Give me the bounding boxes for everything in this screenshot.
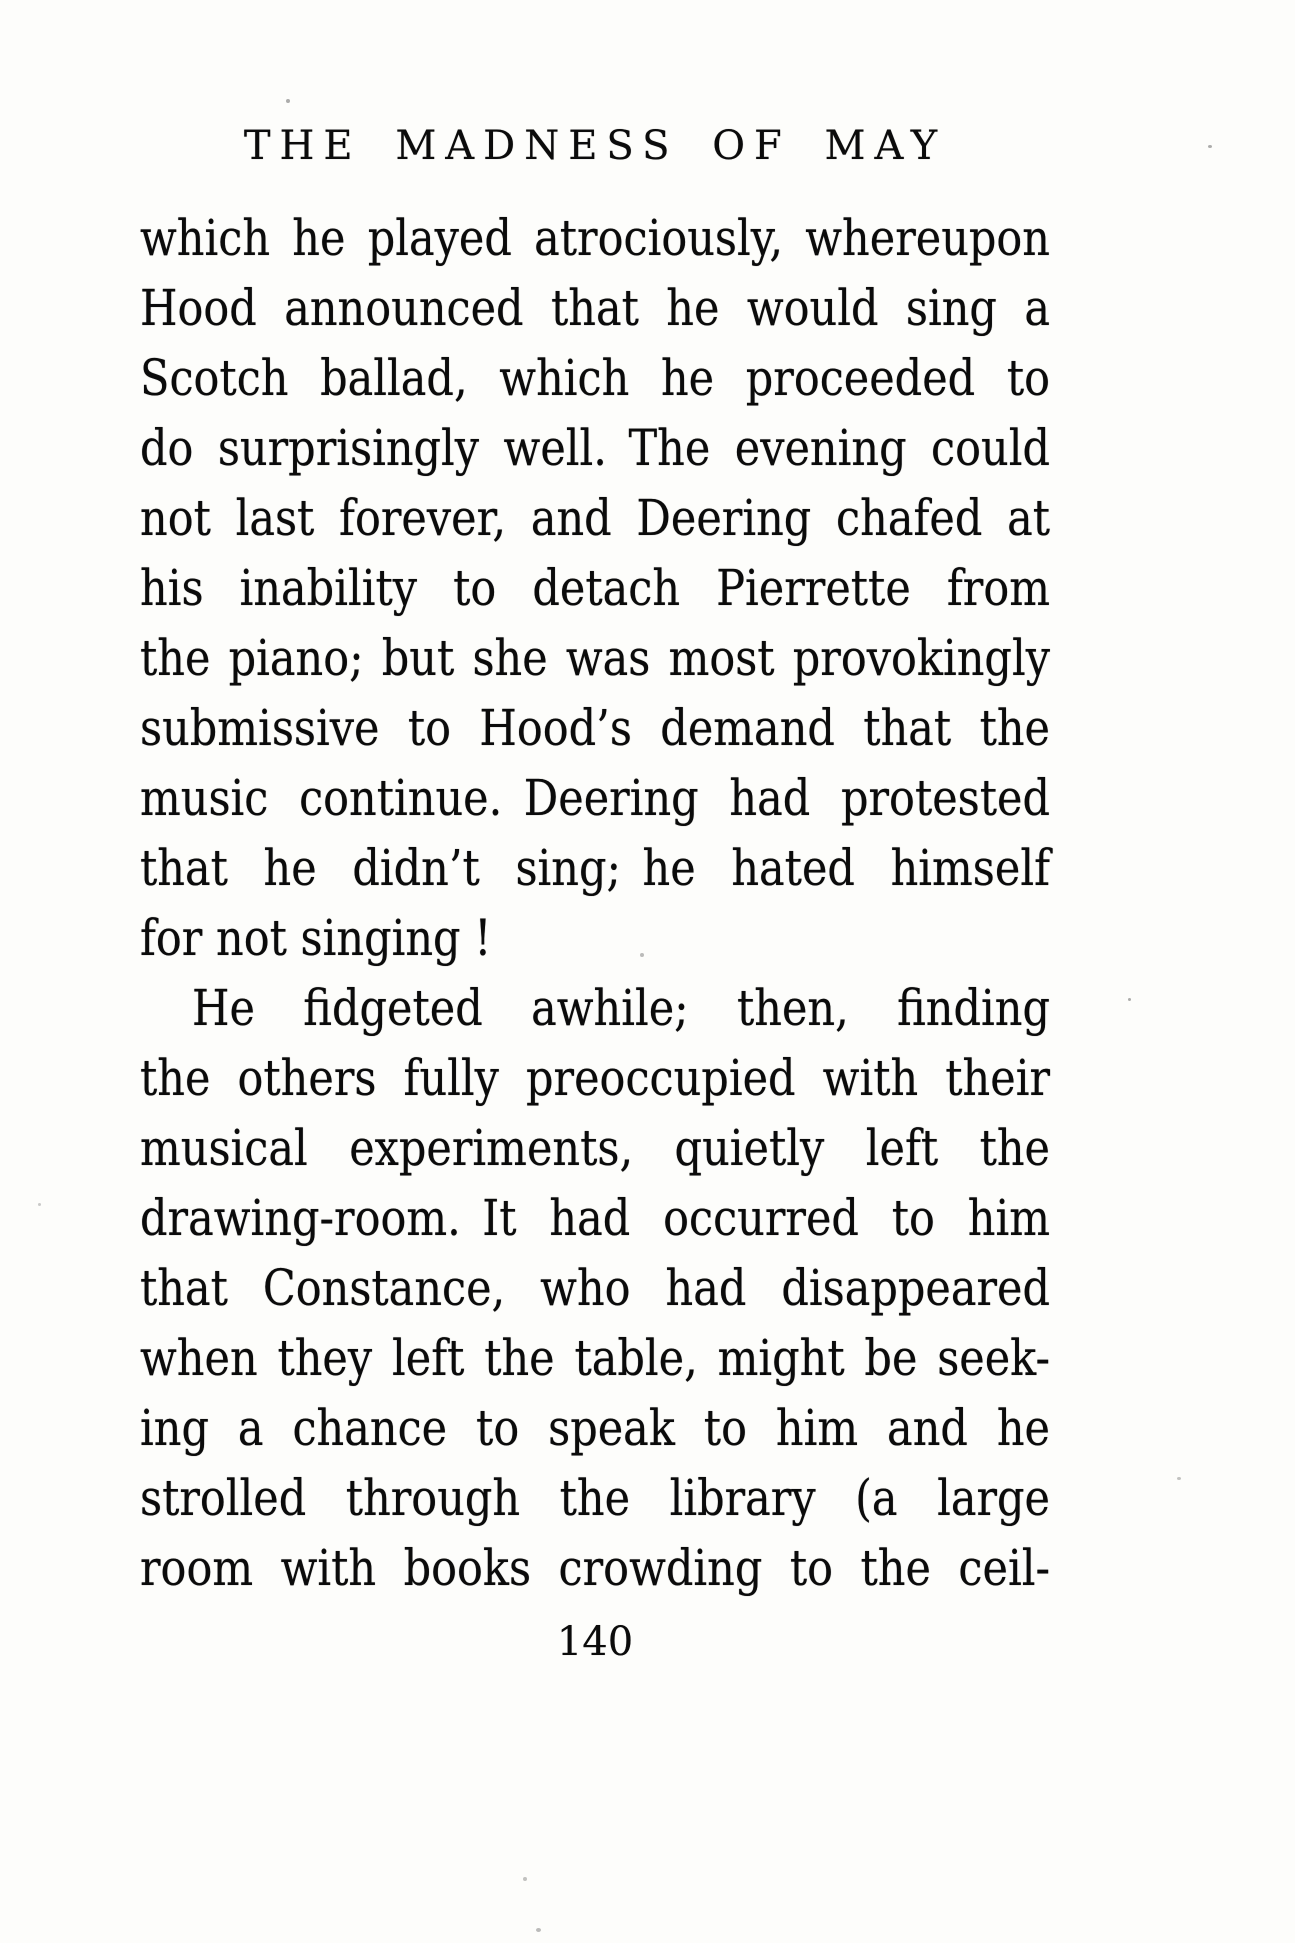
text-line: room with books crowding to the ceil- (140, 1540, 1050, 1598)
folio (140, 1620, 1050, 1664)
scan-speck (1128, 998, 1131, 1001)
text-line: not last forever, and Deering chafed at (140, 490, 1050, 548)
text-line: the piano; but she was most provokingly (140, 630, 1050, 688)
scan-speck (286, 99, 290, 103)
scan-speck (640, 953, 644, 957)
text-line: for not singing ! (140, 910, 492, 968)
text-line: drawing-room. It had occurred to him (140, 1190, 1050, 1248)
scan-speck (536, 1928, 541, 1932)
text-line: that he didn’t sing; he hated himself (140, 840, 1050, 898)
text-line: Scotch ballad, which he proceeded to (140, 350, 1050, 408)
paragraph (140, 204, 1050, 974)
scan-speck (523, 1877, 527, 1881)
text-line: musical experiments, quietly left the (140, 1120, 1050, 1178)
text-line: music continue. Deering had protested (140, 770, 1050, 828)
text-line: strolled through the library (a large (140, 1470, 1050, 1528)
scan-speck (38, 1203, 41, 1206)
text-line: ing a chance to speak to him and he (140, 1400, 1050, 1458)
text-line: which he played atrociously, whereupon (140, 210, 1050, 268)
text-line: his inability to detach Pierrette from (140, 560, 1050, 618)
text-line: the others fully preoccupied with their (140, 1050, 1050, 1108)
scan-speck (1208, 145, 1212, 148)
book-title: THE MADNESS OF MAY (243, 123, 947, 169)
text-line: Hood announced that he would sing a (140, 280, 1050, 338)
scan-speck (1177, 1477, 1181, 1480)
text-line: that Constance, who had disappeared (140, 1260, 1050, 1318)
text-line: do surprisingly well. The evening could (140, 420, 1050, 478)
text-line: submissive to Hood’s demand that the (140, 700, 1050, 758)
text-block (140, 204, 1050, 1604)
page-number: 140 (556, 1619, 634, 1665)
text-line: when they left the table, might be seek- (140, 1330, 1050, 1388)
text-line: He fidgeted awhile; then, finding (192, 980, 1050, 1038)
paragraph (140, 974, 1050, 1604)
running-head (140, 123, 1050, 169)
